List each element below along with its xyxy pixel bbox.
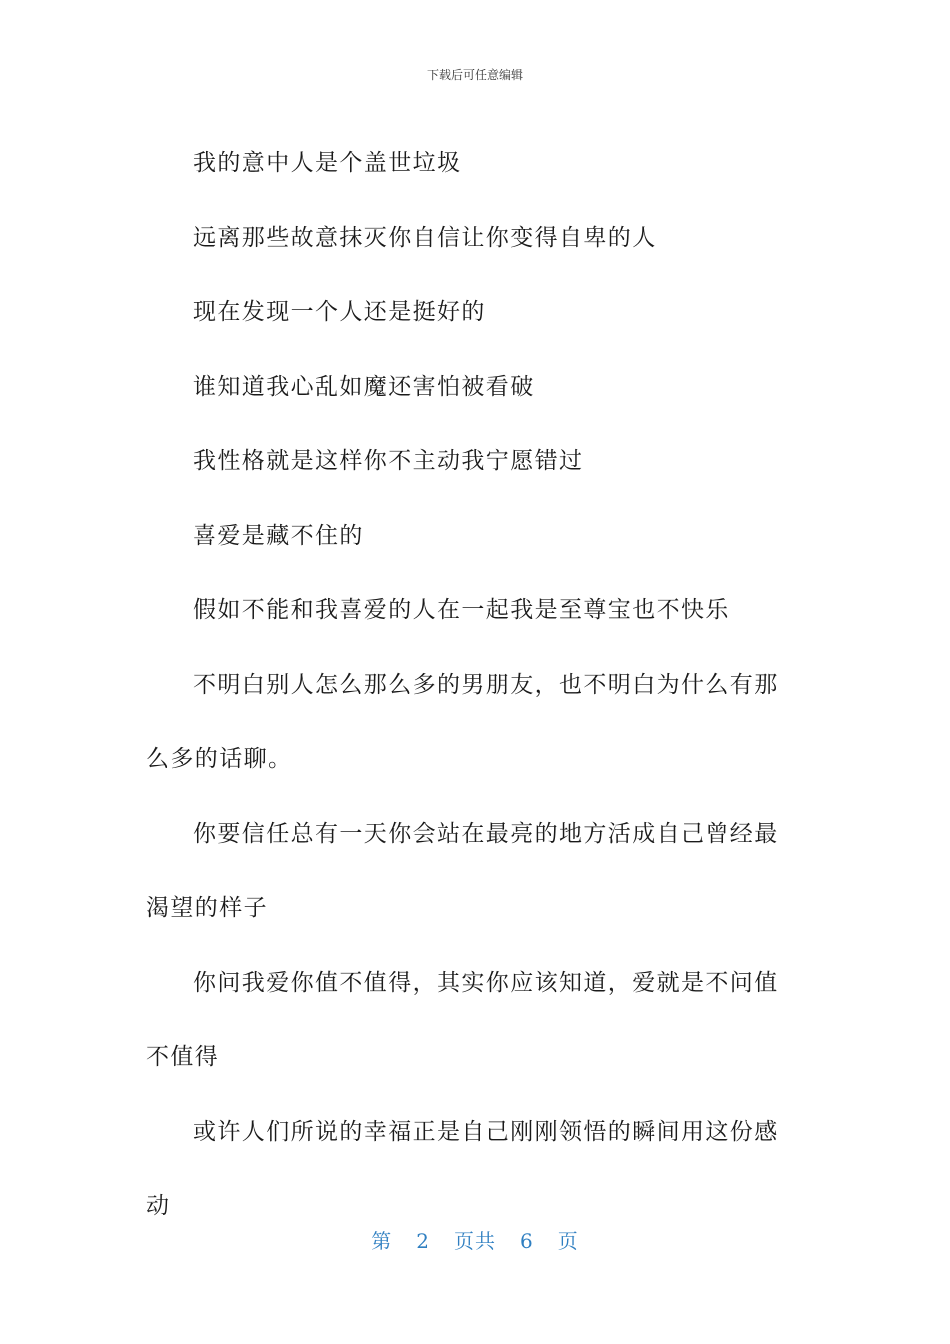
footer-page-number: 2	[416, 1229, 430, 1253]
paragraph: 现在发现一个人还是挺好的	[193, 299, 486, 325]
paragraph: 假如不能和我喜爱的人在一起我是至尊宝也不快乐	[193, 597, 730, 623]
paragraph: 我性格就是这样你不主动我宁愿错过	[193, 448, 584, 474]
paragraph: 谁知道我心乱如魔还害怕被看破	[193, 373, 535, 400]
paragraph: 不明白别人怎么那么多的男朋友，也不明白为什么有那么多的话聊。	[146, 671, 779, 772]
footer-prefix: 第	[371, 1229, 393, 1253]
page-header: 下载后可任意编辑	[426, 68, 523, 82]
paragraph: 你问我爱你值不值得，其实你应该知道，爱就是不问值不值得	[146, 969, 779, 1070]
page-footer	[0, 1225, 950, 1254]
footer-middle: 页共	[454, 1229, 496, 1253]
paragraph: 远离那些故意抹灭你自信让你变得自卑的人	[193, 224, 657, 251]
paragraph: 喜爱是藏不住的	[193, 522, 364, 549]
paragraph: 或许人们所说的幸福正是自己刚刚领悟的瞬间用这份感动	[146, 1118, 779, 1219]
footer-suffix: 页	[557, 1229, 579, 1253]
footer-total-pages: 6	[520, 1229, 534, 1253]
paragraph: 我的意中人是个盖世垃圾	[193, 150, 462, 176]
paragraph: 你要信任总有一天你会站在最亮的地方活成自己曾经最渴望的样子	[146, 820, 779, 921]
document-body	[146, 126, 796, 1244]
